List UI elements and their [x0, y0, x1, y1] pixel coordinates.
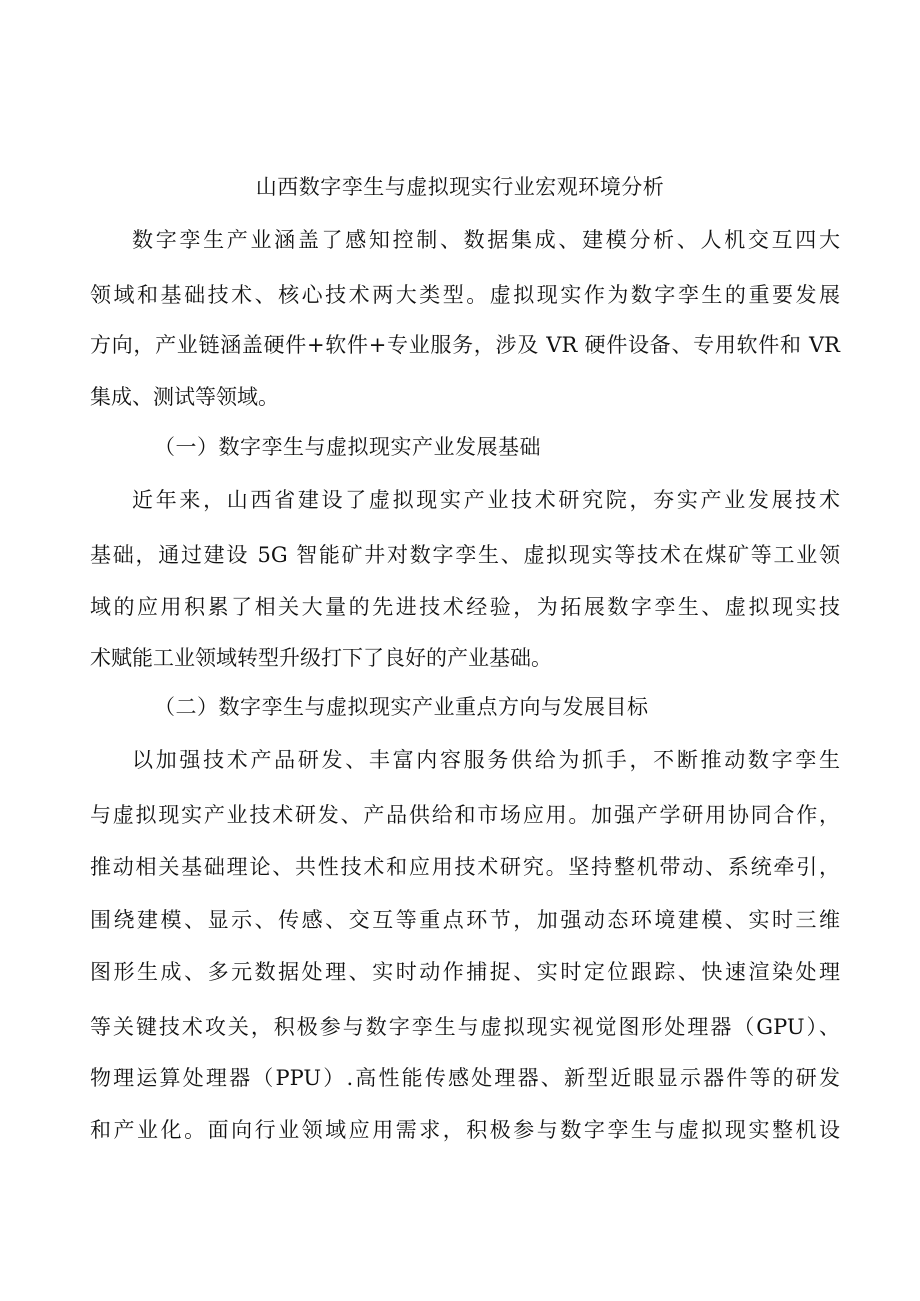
- document-title: 山西数字孪生与虚拟现实行业宏观环境分析: [255, 175, 665, 199]
- intro-line-3: 方向，产业链涵盖硬件+软件+专业服务，涉及 VR 硬件设备、专用软件和 VR: [90, 333, 840, 357]
- section-1-line-4: 术赋能工业领域转型升级打下了良好的产业基础。: [90, 646, 552, 670]
- section-1-heading: （一）数字孪生与虚拟现实产业发展基础: [154, 435, 541, 459]
- section-2-line-5: 图形生成、多元数据处理、实时动作捕捉、实时定位跟踪、快速渲染处理: [90, 960, 840, 984]
- intro-line-1: 数字孪生产业涵盖了感知控制、数据集成、建模分析、人机交互四大: [132, 228, 840, 252]
- section-1-line-3: 域的应用积累了相关大量的先进技术经验，为拓展数字孪生、虚拟现实技: [90, 595, 840, 619]
- section-1-line-1: 近年来，山西省建设了虚拟现实产业技术研究院，夯实产业发展技术: [132, 488, 840, 512]
- section-2-line-1: 以加强技术产品研发、丰富内容服务供给为抓手，不断推动数字孪生: [132, 748, 840, 772]
- section-2-heading: （二）数字孪生与虚拟现实产业重点方向与发展目标: [154, 695, 649, 719]
- section-2-line-7: 物理运算处理器（PPU）.高性能传感处理器、新型近眼显示器件等的研发: [90, 1066, 840, 1090]
- intro-line-4: 集成、测试等领域。: [90, 385, 279, 409]
- section-2-line-4: 围绕建模、显示、传感、交互等重点环节，加强动态环境建模、实时三维: [90, 908, 840, 932]
- section-1-line-2: 基础，通过建设 5G 智能矿井对数字孪生、虚拟现实等技术在煤矿等工业领: [90, 543, 840, 567]
- intro-line-2: 领域和基础技术、核心技术两大类型。虚拟现实作为数字孪生的重要发展: [90, 283, 840, 307]
- section-2-line-8: 和产业化。面向行业领域应用需求，积极参与数字孪生与虚拟现实整机设: [90, 1118, 840, 1142]
- section-2-line-6: 等关键技术攻关，积极参与数字孪生与虚拟现实视觉图形处理器（GPU）、: [90, 1015, 840, 1039]
- section-2-line-2: 与虚拟现实产业技术研发、产品供给和市场应用。加强产学研用协同合作，: [90, 803, 840, 827]
- section-2-line-3: 推动相关基础理论、共性技术和应用技术研究。坚持整机带动、系统牵引，: [90, 855, 840, 879]
